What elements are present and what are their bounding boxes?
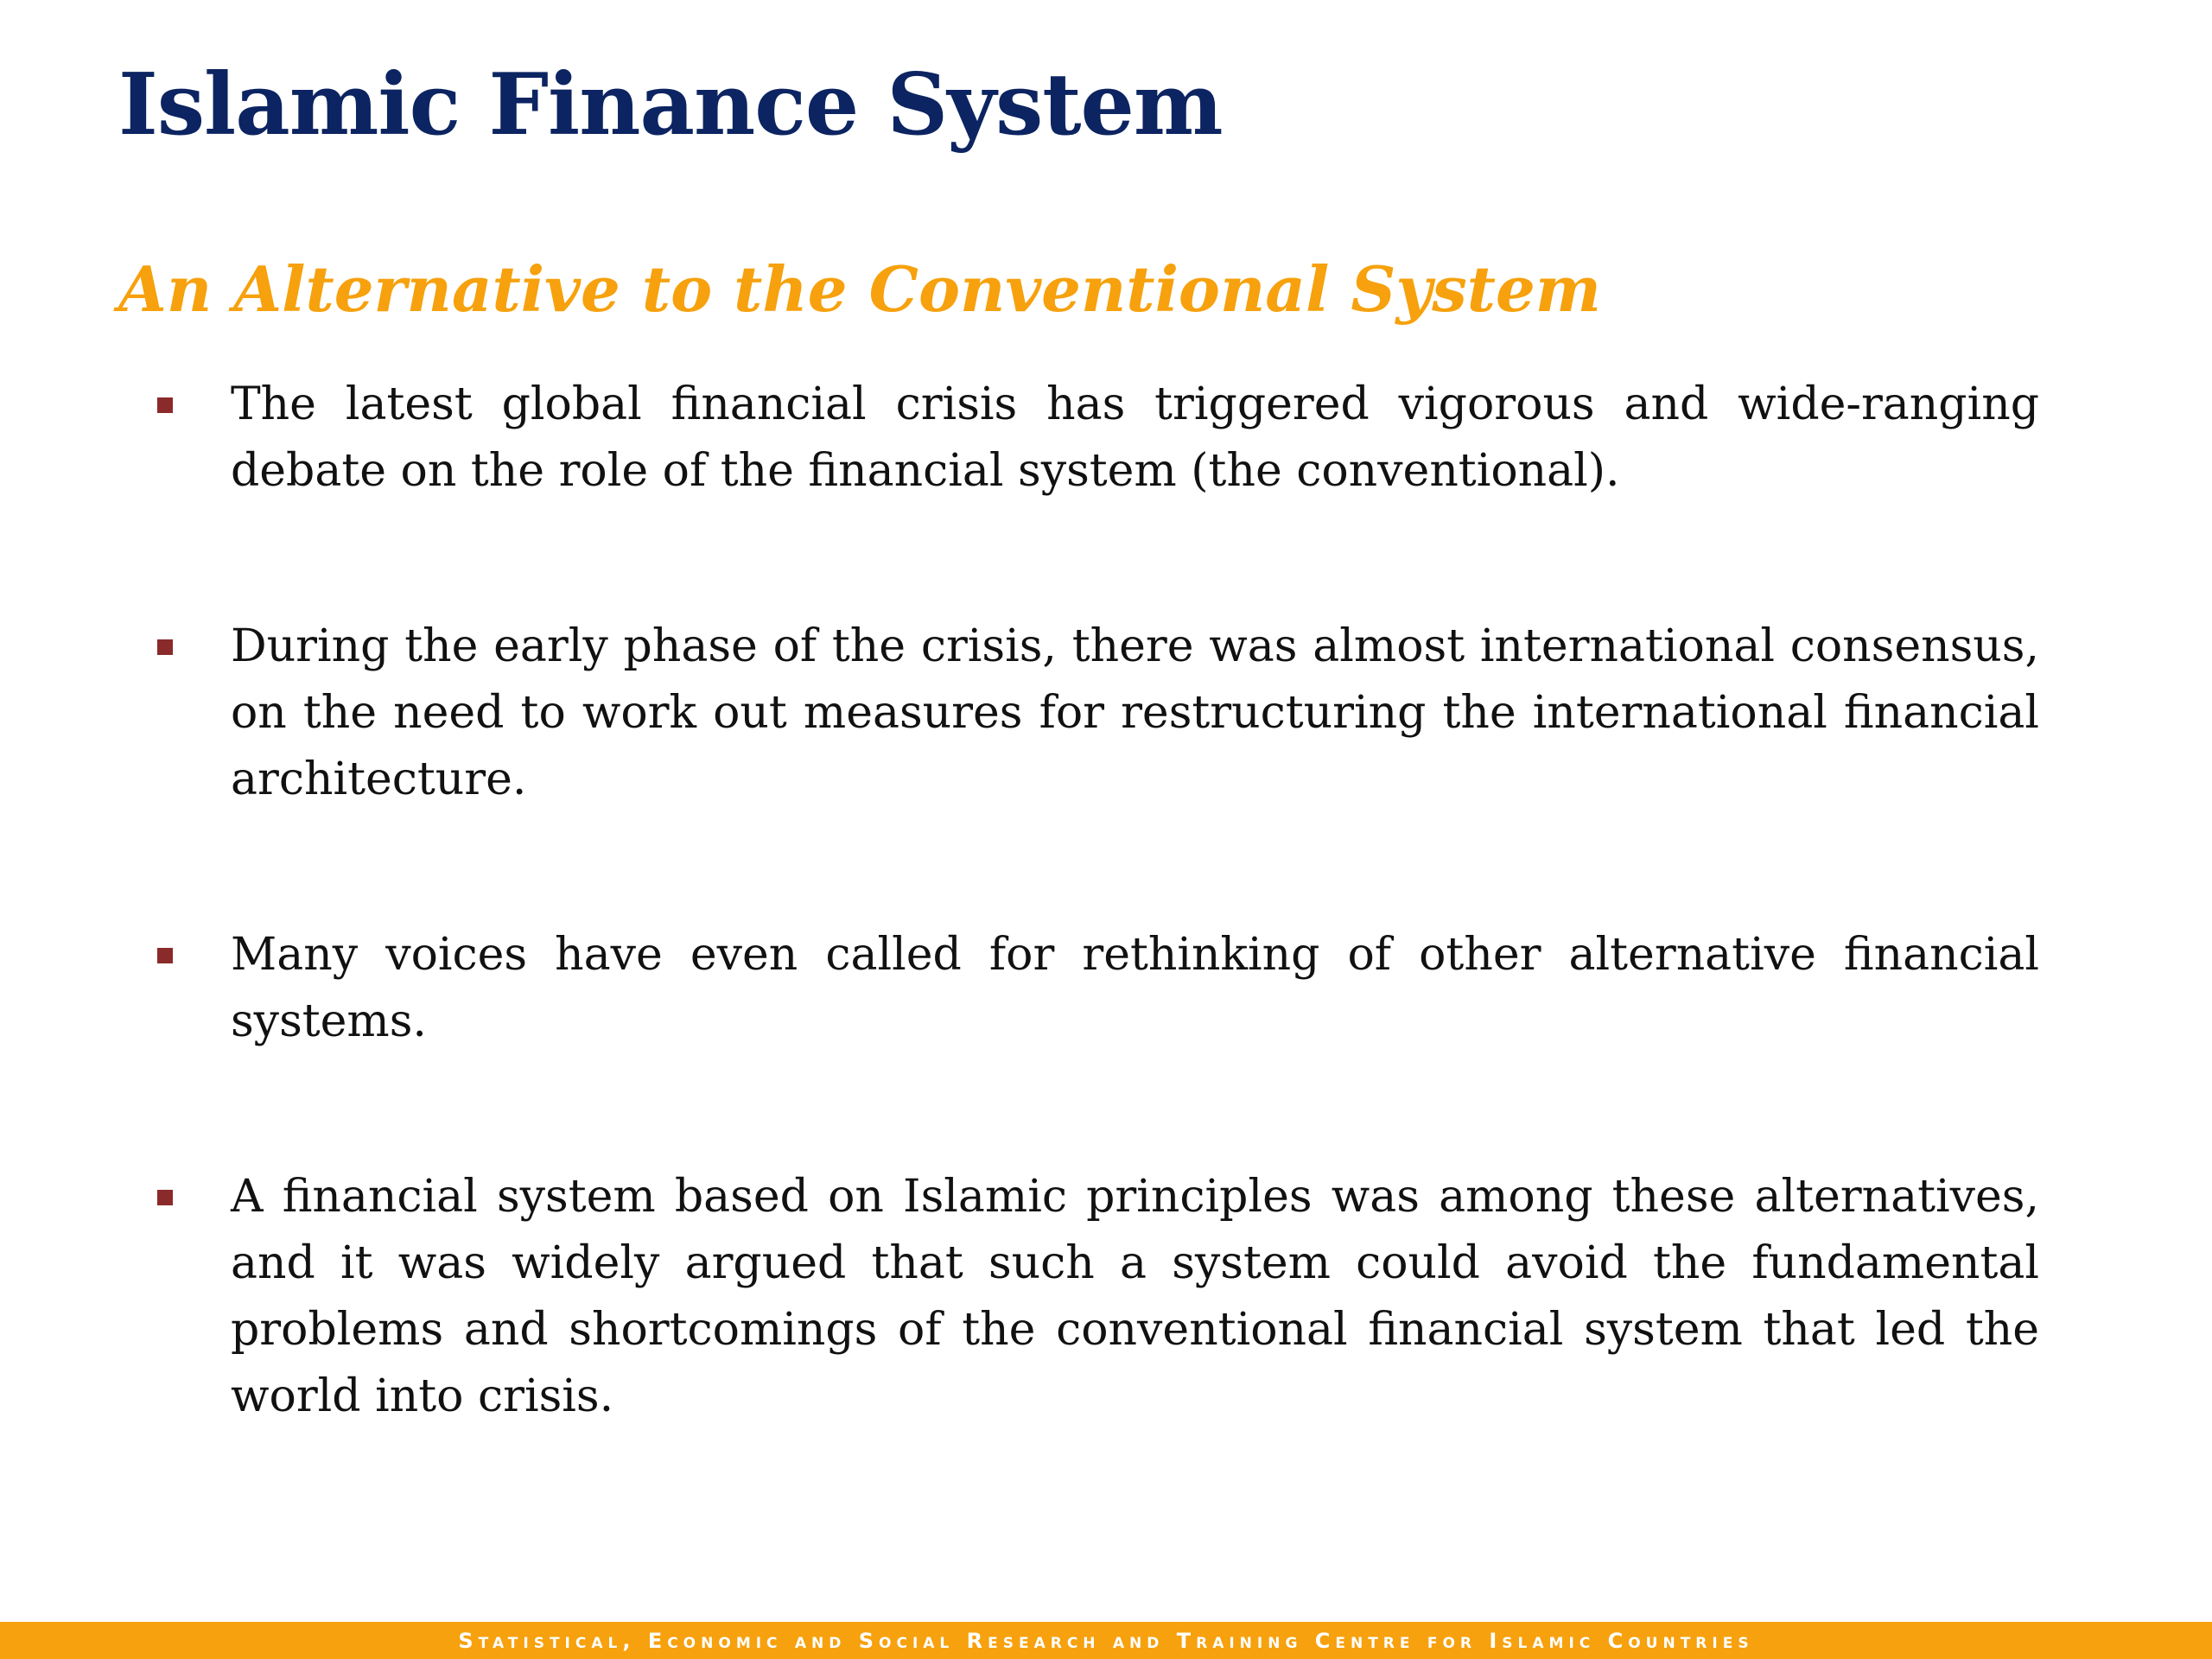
bullet-text: A financial system based on Islamic principles was among these alternatives, and it was widely argued that such a system could avoid the fundamental problems and shortcomings of the conventional financial system that led the world into crisis.: [231, 1171, 2039, 1422]
footer-bar: [0, 1622, 2212, 1659]
square-bullet-icon: [157, 1190, 173, 1205]
slide-subtitle: An Alternative to the Conventional System: [118, 252, 1601, 326]
footer-text: Statistical, Economic and Social Research and Training Centre for Islamic Countries: [458, 1628, 1754, 1653]
bullet-text: Many voices have even called for rethinking of other alternative financial systems.: [231, 929, 2039, 1047]
bullet-text: The latest global financial crisis has triggered vigorous and wide-ranging debate on the role of the financial system (the conventional).: [231, 378, 2039, 497]
square-bullet-icon: [157, 639, 173, 655]
square-bullet-icon: [157, 948, 173, 963]
slide-title: Islamic Finance System: [118, 55, 1223, 155]
square-bullet-icon: [157, 397, 173, 413]
bullet-text: During the early phase of the crisis, there was almost international consensus, on the need to work out measures for restructuring the international financial architecture.: [231, 620, 2039, 805]
